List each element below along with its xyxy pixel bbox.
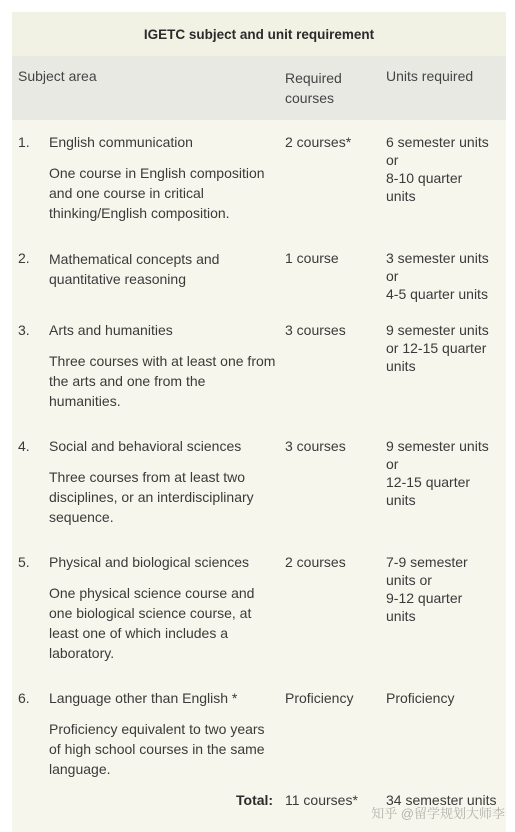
table-row: [12, 236, 506, 308]
units-line: 12-15 quarter: [386, 474, 471, 490]
row-required: 2 courses*: [285, 134, 352, 150]
table-row: [12, 424, 506, 540]
table-body: [12, 120, 506, 832]
units-line: or: [386, 152, 399, 168]
row-units: [386, 321, 504, 375]
row-required: 2 courses: [285, 554, 346, 570]
total-units: 34 semester units: [386, 792, 497, 808]
units-line: units: [386, 358, 416, 374]
row-number: 5.: [18, 554, 30, 570]
row-units: [386, 437, 504, 509]
row-description: One course in English composition and one course in critical thinking/English composition.: [49, 165, 265, 221]
units-line: or: [386, 268, 399, 284]
table-header: [12, 56, 506, 120]
units-line: units or: [386, 572, 432, 588]
total-label: Total:: [236, 792, 274, 808]
row-units: [386, 133, 504, 205]
watermark: 知乎 @留学规划大师李: [371, 806, 505, 821]
row-subject: Arts and humanities: [49, 322, 173, 338]
units-line: 8-10 quarter: [386, 170, 463, 186]
header-required-courses: Required courses: [285, 70, 342, 106]
units-line: Proficiency: [386, 690, 455, 706]
row-required: 1 course: [285, 250, 339, 266]
row-description: Three courses with at least one from the arts and one from the humanities.: [49, 353, 276, 409]
table-row: [12, 120, 506, 236]
units-line: units: [386, 188, 416, 204]
row-number: 3.: [18, 322, 30, 338]
table-title: IGETC subject and unit requirement: [12, 12, 506, 56]
row-units: [386, 553, 504, 625]
row-required: 3 courses: [285, 322, 346, 338]
row-subject: English communication: [49, 134, 193, 150]
row-required: 3 courses: [285, 438, 346, 454]
units-line: 3 semester units: [386, 250, 489, 266]
row-description: Proficiency equivalent to two years of high school courses in the same language.: [49, 721, 265, 777]
table-row: [12, 540, 506, 676]
row-description: Three courses from at least two disciplines, or an interdisciplinary sequence.: [49, 469, 254, 525]
units-line: or: [386, 456, 399, 472]
units-line: or 12-15 quarter: [386, 340, 487, 356]
units-line: units: [386, 608, 416, 624]
units-line: units: [386, 492, 416, 508]
row-subject: Mathematical concepts and quantitative reasoning: [49, 251, 220, 287]
table-row: [12, 676, 506, 776]
header-subject-area: Subject area: [18, 68, 97, 84]
row-number: 6.: [18, 690, 30, 706]
row-number: 1.: [18, 134, 30, 150]
units-line: 9 semester units: [386, 438, 489, 454]
units-line: 4-5 quarter units: [386, 286, 488, 302]
row-number: 4.: [18, 438, 30, 454]
igetc-table: [12, 12, 506, 832]
header-units-required: Units required: [386, 68, 474, 84]
units-line: 7-9 semester: [386, 554, 468, 570]
units-line: 9-12 quarter: [386, 590, 463, 606]
units-line: 9 semester units: [386, 322, 489, 338]
row-required: Proficiency: [285, 690, 354, 706]
total-required: 11 courses*: [285, 792, 358, 808]
row-units: [386, 249, 504, 303]
row-number: 2.: [18, 250, 30, 266]
row-subject: Language other than English *: [49, 690, 238, 706]
row-description: One physical science course and one biological science course, at least one of which includes a laboratory.: [49, 585, 255, 661]
units-line: 6 semester units: [386, 134, 489, 150]
row-subject: Social and behavioral sciences: [49, 438, 242, 454]
table-row: [12, 308, 506, 424]
row-subject: Physical and biological sciences: [49, 554, 249, 570]
row-units: [386, 689, 504, 707]
